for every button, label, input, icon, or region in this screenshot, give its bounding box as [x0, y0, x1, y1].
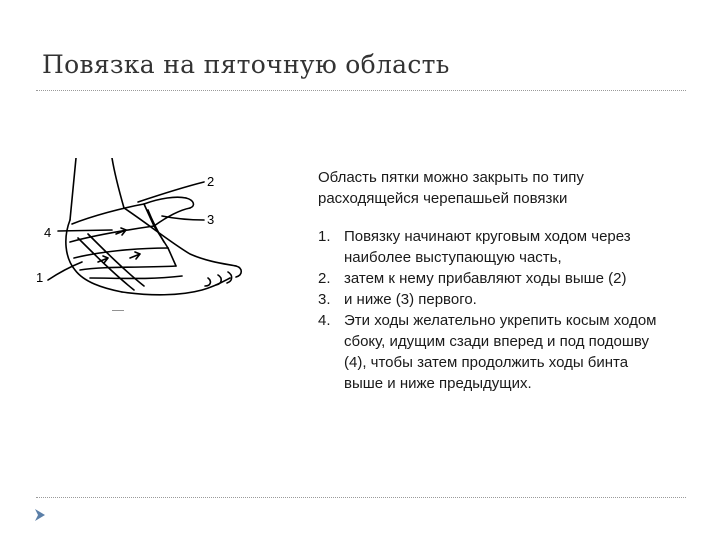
- play-arrow-icon[interactable]: [33, 508, 47, 522]
- steps-list: [318, 226, 668, 394]
- slide-body: [318, 167, 668, 394]
- step-number: 1.: [318, 228, 331, 245]
- intro-text: Область пятки можно закрыть по типу расходящейся черепашьей повязки: [318, 169, 584, 207]
- figure-label-3: 3: [207, 212, 215, 227]
- step-text: Повязку начинают круговым ходом через наиболее выступающую часть,: [344, 228, 631, 266]
- figure-label-2: 2: [207, 174, 215, 189]
- list-item: [318, 289, 668, 310]
- title-divider: [36, 90, 686, 91]
- step-text: Эти ходы желательно укрепить косым ходом сбоку, идущим сзади вперед и под подошву (4), чтобы затем продолжить ходы бинта выше и ниже предыдущих.: [344, 312, 657, 392]
- figure-label-1: 1: [36, 270, 44, 285]
- list-item: [318, 310, 668, 394]
- step-text: затем к нему прибавляют ходы выше (2): [344, 270, 627, 287]
- svg-text:——: ——: [112, 308, 124, 314]
- step-number: 2.: [318, 270, 331, 287]
- heel-bandage-illustration: [30, 158, 280, 318]
- step-text: и ниже (3) первого.: [344, 291, 477, 308]
- slide-title: Повязка на пяточную область: [42, 50, 450, 79]
- footer-divider: [36, 497, 686, 498]
- step-number: 3.: [318, 291, 331, 308]
- figure-label-4: 4: [44, 225, 52, 240]
- step-number: 4.: [318, 312, 331, 329]
- list-item: [318, 268, 668, 289]
- list-item: [318, 226, 668, 268]
